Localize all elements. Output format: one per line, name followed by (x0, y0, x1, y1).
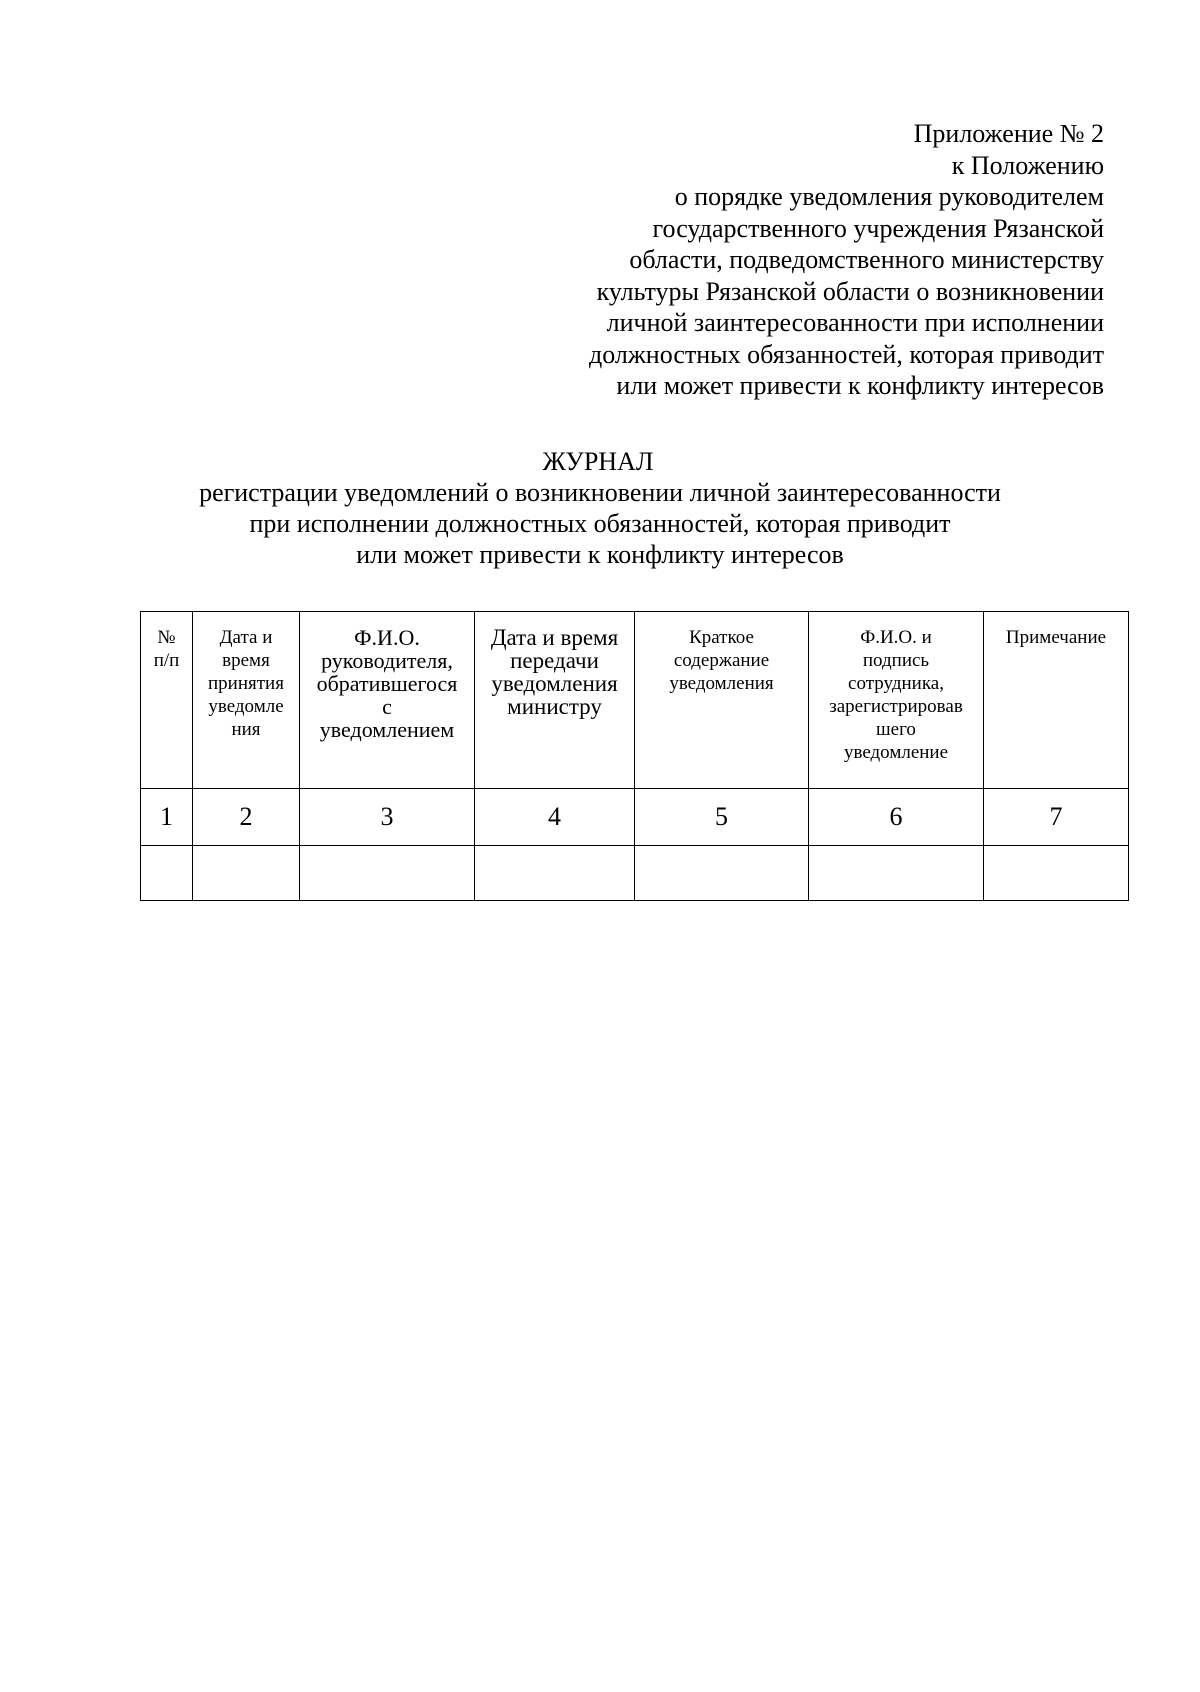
appendix-line: о порядке уведомления руководителем (674, 182, 1104, 211)
column-number: 6 (809, 789, 984, 846)
column-number: 1 (141, 789, 193, 846)
table-cell (635, 846, 809, 901)
appendix-line: личной заинтересованности при исполнении (606, 308, 1104, 337)
journal-subtitle-line: регистрации уведомлений о возникновении личной заинтересованности (199, 478, 1001, 507)
header-receipt-datetime: Дата и время принятия уведомле ния (193, 612, 300, 789)
appendix-line: культуры Рязанской области о возникновении (596, 276, 1104, 306)
column-number: 2 (193, 789, 300, 846)
column-number: 5 (635, 789, 809, 846)
column-number-row (141, 789, 1129, 846)
table-cell (809, 846, 984, 901)
header-registrar: Ф.И.О. и подпись сотрудника, зарегистрировав шего уведомление (809, 612, 984, 789)
header-transfer-datetime: Дата и время передачи уведомления министру (475, 612, 635, 789)
appendix-line: или может привести к конфликту интересов (616, 371, 1104, 400)
appendix-reference (504, 118, 1104, 402)
appendix-line: Приложение № 2 (913, 119, 1104, 148)
appendix-line: должностных обязанностей, которая приводит (588, 339, 1104, 369)
journal-subtitle-line: или может привести к конфликту интересов (356, 540, 844, 569)
appendix-line: области, подведомственного министерству (629, 245, 1104, 274)
journal-subtitle-line: при исполнении должностных обязанностей, которая приводит (249, 509, 951, 538)
header-head-name: Ф.И.О. руководителя, обратившегося с уведомлением (300, 612, 475, 789)
table-row (141, 846, 1129, 901)
header-summary: Краткое содержание уведомления (635, 612, 809, 789)
registration-table (140, 611, 1129, 901)
header-number: № п/п (141, 612, 193, 789)
column-number: 4 (475, 789, 635, 846)
table-cell (193, 846, 300, 901)
appendix-line: к Положению (951, 150, 1104, 180)
table-header-row (141, 612, 1129, 789)
table-cell (141, 846, 193, 901)
appendix-line: государственного учреждения Рязанской (652, 213, 1104, 243)
journal-heading (0, 446, 1200, 570)
header-notes: Примечание (984, 612, 1129, 789)
table-cell (984, 846, 1129, 901)
journal-title: ЖУРНАЛ (542, 447, 654, 476)
column-number: 3 (300, 789, 475, 846)
table-cell (300, 846, 475, 901)
table-cell (475, 846, 635, 901)
column-number: 7 (984, 789, 1129, 846)
